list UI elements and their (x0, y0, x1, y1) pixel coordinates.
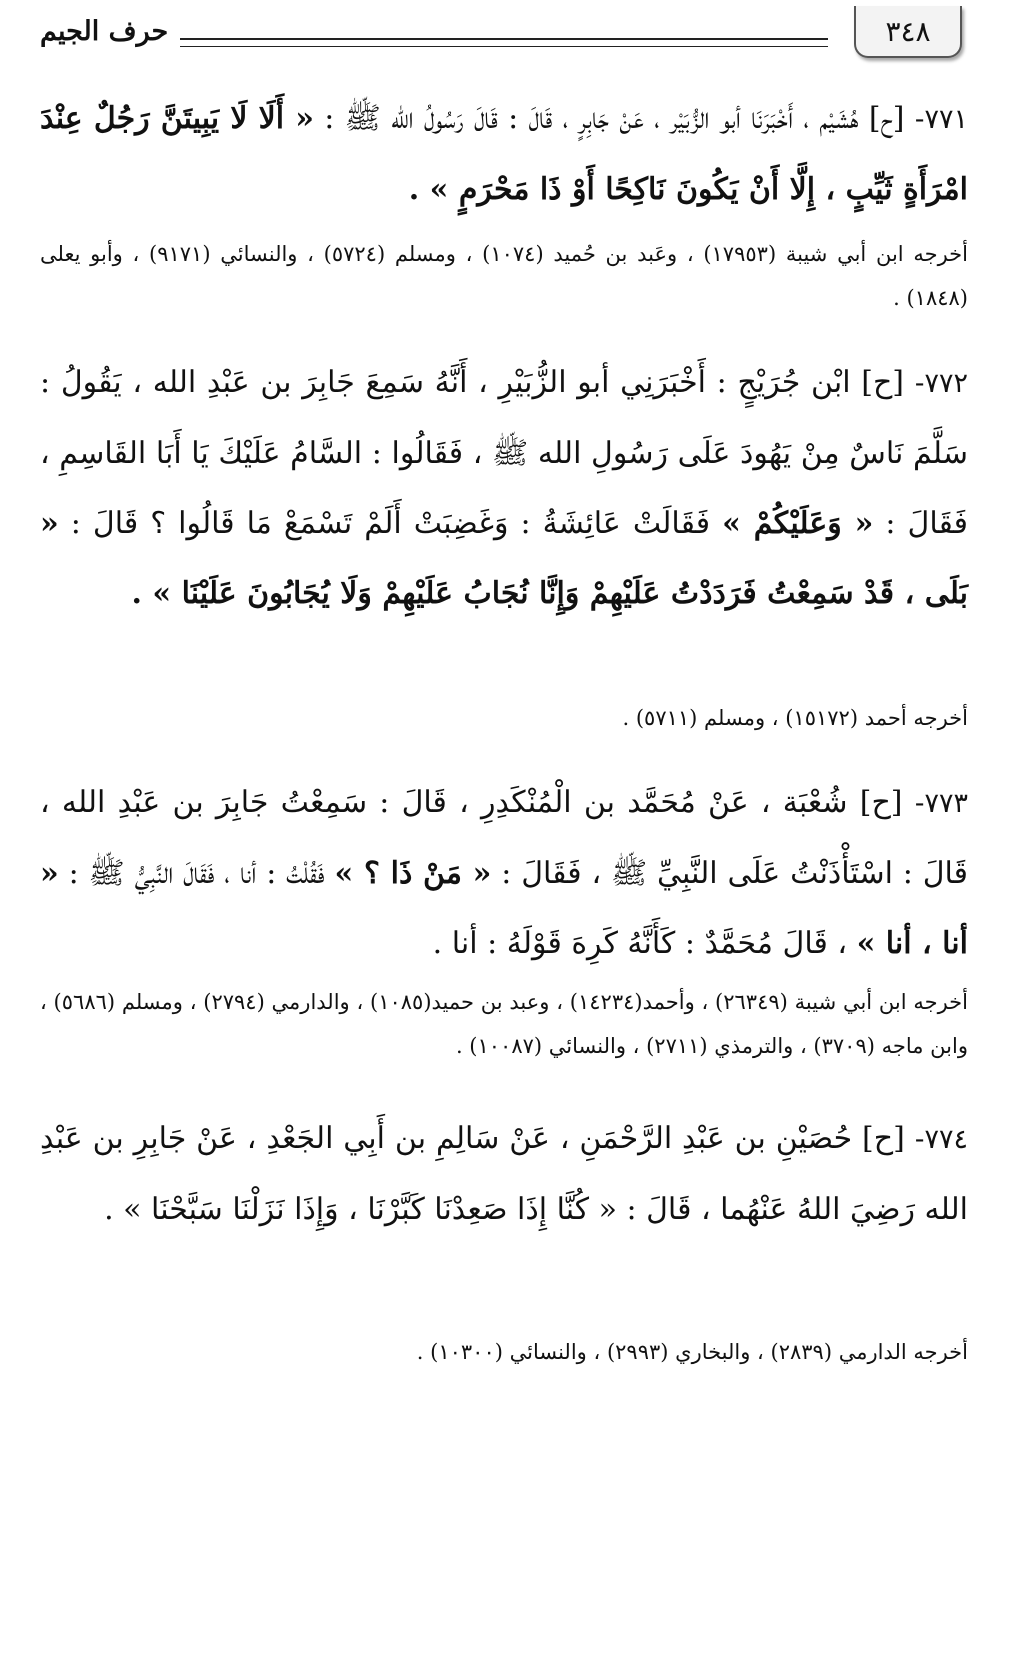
hadith-774 (40, 1104, 968, 1245)
takhrij-773: أخرجه ابن أبي شيبة (٢٦٣٤٩) ، وأحمد(١٤٢٣٤) ، وعبد بن حميد(١٠٨٥) ، والدارمي (٢٧٩٤) ، ومسلم (٥٦٨٦) ، وابن ماجه (٣٧٠٩) ، والترمذي (٢٧١١) ، والنسائي (١٠٠٨٧) . (40, 990, 968, 1058)
hadith-771 (40, 84, 968, 225)
hadith-chain: [ح] ابْن جُرَيْجٍ : أَخْبَرَنِي أبو الزُّبَيْرِ ، أَنَّهُ سَمِعَ جَابِرَ بن عَبْدِ الله ، يَقُولُ : سَلَّمَ نَاسٌ مِنْ يَهُودَ عَلَى رَسُولِ الله ﷺ ، فَقَالُوا : السَّامُ عَلَيْكَ يَا أَبَا القَاسِمِ ، فَقَالَ : (40, 365, 968, 541)
page-number: ٣٤٨ (885, 14, 931, 48)
hadith-chain: [ح] هُشَيْم ، أَخْبَرَنَا أبو الزُّبَيْر ، عَنْ جَابِرٍ ، قَالَ : قَالَ رَسُولُ الله ﷺ : (324, 101, 905, 136)
header-rule (180, 38, 828, 47)
hadith-quote: « وَعَلَيْكُمْ » (722, 506, 874, 541)
hadith-quote: « مَنْ ذَا ؟ » (334, 856, 492, 891)
chapter-title: حرف الجيم (40, 16, 169, 47)
takhrij-774: أخرجه الدارمي (٢٨٣٩) ، والبخاري (٢٩٩٣) ، والنسائي (١٠٣٠٠) . (416, 1340, 968, 1364)
hadith-quote: « أَلَا لَا يَبِيتَنَّ رَجُلٌ عِنْدَ امْرَأَةٍ ثَيِّبٍ ، إِلَّا أَنْ يَكُونَ نَاكِحًا أَوْ ذَا مَحْرَمٍ » . (40, 101, 968, 207)
hadith-quote: « أنا ، أنا » (40, 856, 968, 961)
hadith-narration: فَقُلْتُ : أنا ، فَقَالَ النَّبِيُّ ﷺ : (68, 856, 325, 891)
hadith-number: ٧٧٢- (914, 368, 968, 399)
hadith-number: ٧٧١- (914, 104, 969, 135)
hadith-chain: [ح] شُعْبَة ، عَنْ مُحَمَّد بن الْمُنْكَدِرِ ، قَالَ : سَمِعْتُ جَابِرَ بن عَبْدِ الله ، قَالَ : اسْتَأْذَنْتُ عَلَى النَّبِيِّ ﷺ ، فَقَالَ : (40, 785, 968, 891)
hadith-chain: [ح] حُصَيْنِ بن عَبْدِ الرَّحْمَنِ ، عَنْ سَالِمِ بن أَبِي الجَعْدِ ، عَنْ جَابِرِ بن عَبْدِ الله رَضِيَ اللهُ عَنْهُما ، قَالَ : « كُنَّا إِذَا صَعِدْنَا كَبَّرْنَا ، وَإِذَا نَزَلْنَا سَبَّحْنَا » . (40, 1121, 968, 1227)
hadith-quote: « بَلَى ، قَدْ سَمِعْتُ فَرَدَدْتُ عَلَيْهِمْ وَإِنَّا نُجَابُ عَلَيْهِمْ وَلَا يُجَابُونَ عَلَيْنَا » . (40, 506, 968, 611)
hadith-773 (40, 768, 968, 979)
page-header (0, 0, 1010, 80)
hadith-narration: ، قَالَ مُحَمَّدٌ : كَأَنَّهُ كَرِهَ قَوْلَهُ : أنا . (432, 926, 848, 961)
hadith-narration: فَقَالَتْ عَائِشَةُ : وَغَضِبَتْ أَلَمْ تَسْمَعْ مَا قَالُوا ؟ قَالَ : (70, 506, 711, 541)
takhrij-772: أخرجه أحمد (١٥١٧٢) ، ومسلم (٥٧١١) . (622, 706, 968, 730)
hadith-772 (40, 348, 968, 629)
page-number-tab (854, 6, 962, 58)
hadith-number: ٧٧٤- (914, 1124, 968, 1155)
hadith-number: ٧٧٣- (914, 788, 968, 819)
takhrij-771: أخرجه ابن أبي شيبة (١٧٩٥٣) ، وعَبد بن حُميد (١٠٧٤) ، ومسلم (٥٧٢٤) ، والنسائي (٩١٧١) ، وأبو يعلى (١٨٤٨) . (40, 242, 968, 310)
